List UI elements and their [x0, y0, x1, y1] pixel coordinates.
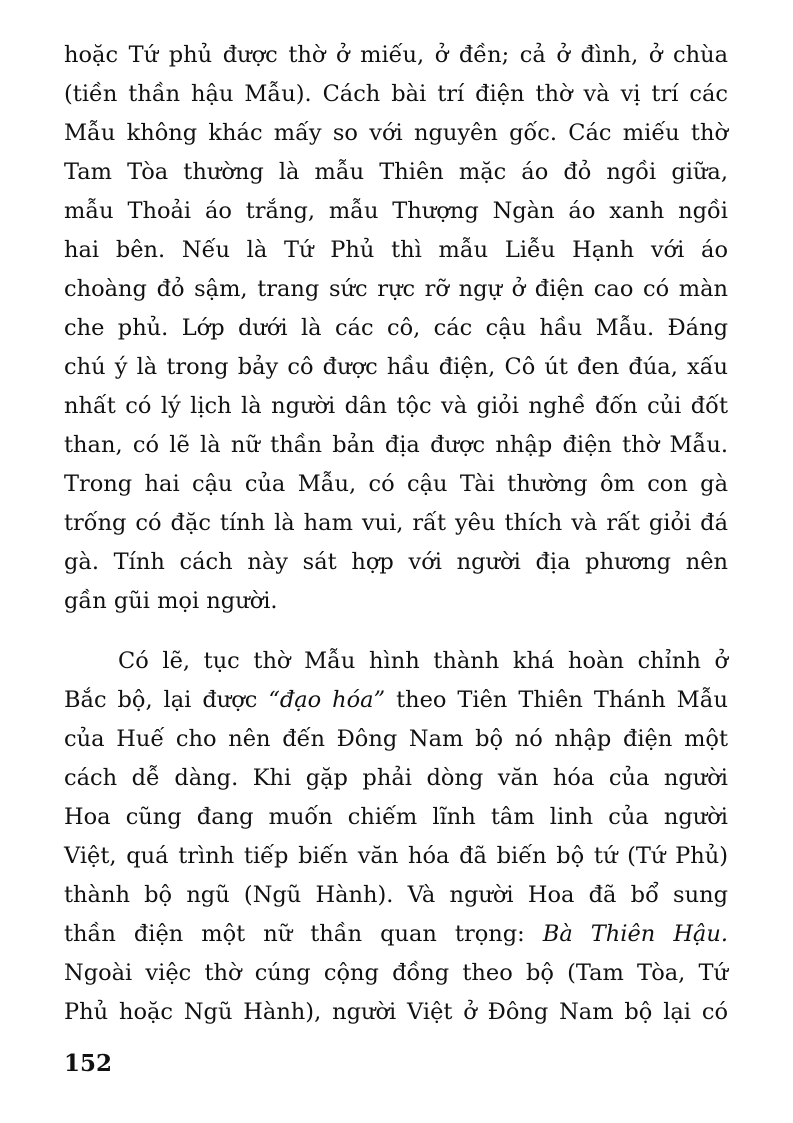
text-line: gần gũi mọi người.	[64, 588, 278, 614]
text-line: Việt, quá trình tiếp biến văn hóa đã biến bộ tứ (Tứ Phủ)	[64, 843, 728, 869]
text-line: Tam Tòa thường là mẫu Thiên mặc áo đỏ ngồi giữa,	[64, 159, 728, 185]
text-line: Ngoài việc thờ cúng cộng đồng theo bộ (Tam Tòa, Tứ	[64, 960, 728, 986]
text-line: Trong hai cậu của Mẫu, có cậu Tài thường ôm con gà	[64, 471, 728, 497]
text-line: Hoa cũng đang muốn chiếm lĩnh tâm linh của người	[64, 804, 728, 830]
text-line	[64, 681, 728, 720]
text-line: Mẫu không khác mấy so với nguyên gốc. Các miếu thờ	[64, 120, 728, 146]
text-line: gà. Tính cách này sát hợp với người địa phương nên	[64, 549, 728, 575]
text-run: Bắc bộ, lại được	[64, 687, 269, 713]
text-line: (tiền thần hậu Mẫu). Cách bài trí điện thờ và vị trí các	[64, 81, 728, 107]
text-line: nhất có lý lịch là người dân tộc và giỏi nghề đốn củi đốt	[64, 393, 728, 419]
text-run: thần điện một nữ thần quan trọng:	[64, 921, 543, 947]
paragraph-1	[64, 36, 728, 621]
italic-term: Bà Thiên Hậu.	[542, 921, 728, 947]
text-line: mẫu Thoải áo trắng, mẫu Thượng Ngàn áo xanh ngồi	[64, 198, 728, 224]
text-line: thành bộ ngũ (Ngũ Hành). Và người Hoa đã bổ sung	[64, 882, 728, 908]
text-line: Phủ hoặc Ngũ Hành), người Việt ở Đông Nam bộ lại có	[64, 999, 728, 1025]
text-line: Có lẽ, tục thờ Mẫu hình thành khá hoàn chỉnh ở	[118, 648, 728, 674]
text-line: che phủ. Lớp dưới là các cô, các cậu hầu Mẫu. Đáng	[64, 315, 728, 341]
text-line: chú ý là trong bảy cô được hầu điện, Cô út đen đúa, xấu	[64, 354, 728, 380]
text-line: trống có đặc tính là ham vui, rất yêu thích và rất giỏi đá	[64, 510, 728, 536]
italic-term: “đạo hóa”	[268, 687, 386, 713]
text-run: theo Tiên Thiên Thánh Mẫu	[385, 687, 728, 713]
text-line: than, có lẽ là nữ thần bản địa được nhập điện thờ Mẫu.	[64, 432, 728, 458]
text-line	[64, 915, 728, 954]
text-line: hai bên. Nếu là Tứ Phủ thì mẫu Liễu Hạnh với áo	[64, 237, 728, 263]
paragraph-2	[64, 642, 728, 1032]
text-line: của Huế cho nên đến Đông Nam bộ nó nhập điện một	[64, 726, 728, 752]
text-line: hoặc Tứ phủ được thờ ở miếu, ở đền; cả ở đình, ở chùa	[64, 42, 728, 68]
text-line: cách dễ dàng. Khi gặp phải dòng văn hóa của người	[64, 765, 728, 791]
page-number: 152	[64, 1050, 113, 1077]
text-line: choàng đỏ sậm, trang sức rực rỡ ngự ở điện cao có màn	[64, 276, 728, 302]
paragraph-gap	[64, 621, 728, 642]
body-text	[64, 36, 728, 1032]
